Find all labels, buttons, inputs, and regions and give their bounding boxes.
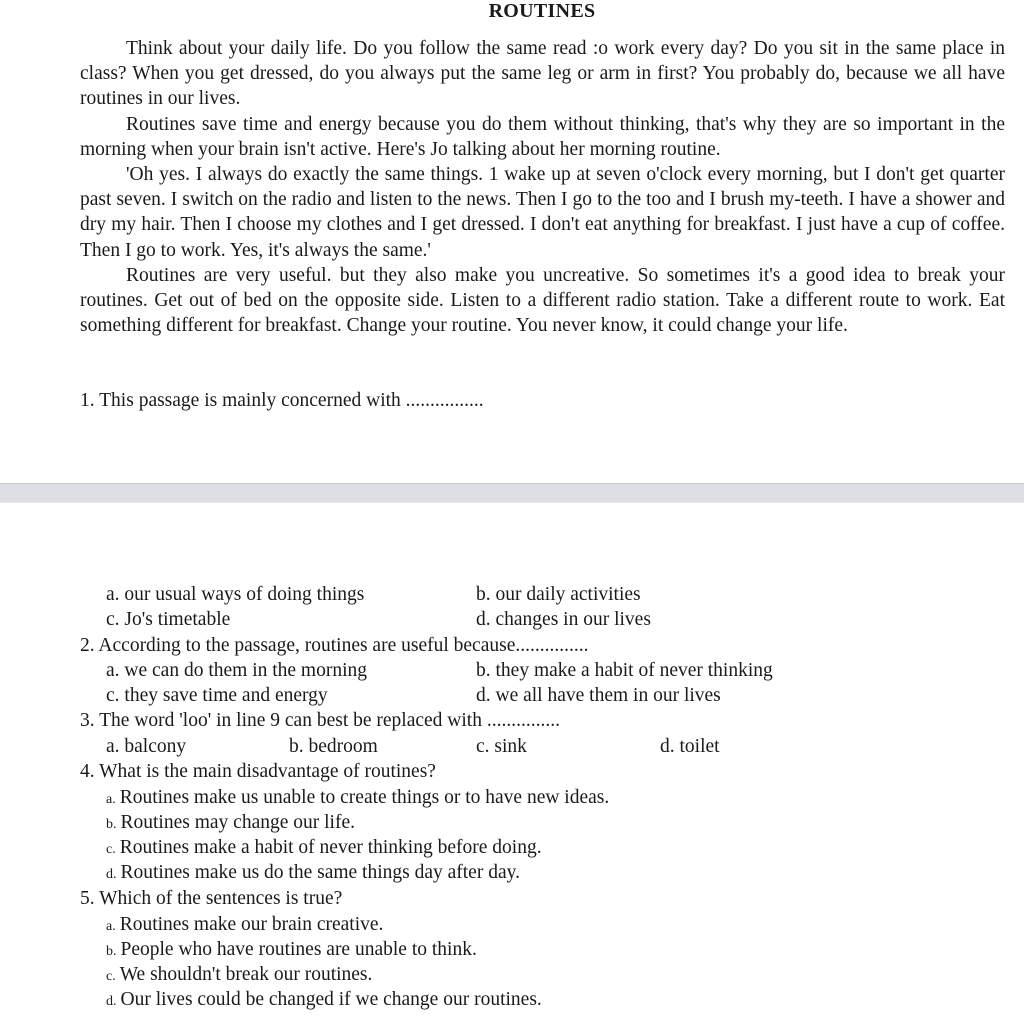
q5-option-d bbox=[106, 989, 542, 1011]
q3-option-a: a. balcony bbox=[106, 736, 187, 757]
q4-option-d bbox=[106, 862, 520, 884]
question-3-stem: 3. The word 'loo' in line 9 can best be replaced with ............... bbox=[80, 710, 560, 731]
option-text: People who have routines are unable to think. bbox=[120, 939, 477, 960]
passage-paragraph: Think about your daily life. Do you follow the same read :o work every day? Do you sit in the same place in class? When you get dressed, do you always put the same leg or arm in first? You probably do, because we all have routines in our lives. bbox=[80, 38, 1005, 110]
option-letter: d. bbox=[106, 867, 117, 882]
option-letter: a. bbox=[106, 919, 116, 934]
q1-option-a: a. our usual ways of doing things bbox=[106, 584, 365, 605]
q2-option-a: a. we can do them in the morning bbox=[106, 660, 368, 681]
q1-option-c: c. Jo's timetable bbox=[106, 609, 231, 630]
q5-option-c bbox=[106, 964, 372, 986]
q2-option-d: d. we all have them in our lives bbox=[476, 685, 721, 706]
q5-option-b bbox=[106, 939, 477, 961]
option-text: We shouldn't break our routines. bbox=[119, 964, 373, 985]
reading-passage bbox=[80, 36, 1005, 338]
option-text: Routines make us unable to create things or to have new ideas. bbox=[119, 787, 610, 808]
q3-option-d: d. toilet bbox=[660, 736, 720, 757]
option-text: Routines make us do the same things day after day. bbox=[120, 862, 520, 883]
passage-paragraph: Routines save time and energy because you do them without thinking, that's why they are so important in the morning when your brain isn't active. Here's Jo talking about her morning routine. bbox=[80, 113, 1005, 160]
q4-option-c bbox=[106, 837, 542, 859]
q2-option-c: c. they save time and energy bbox=[106, 685, 328, 706]
option-text: Our lives could be changed if we change our routines. bbox=[120, 989, 542, 1010]
option-text: Routines may change our life. bbox=[120, 812, 355, 833]
option-letter: b. bbox=[106, 944, 117, 959]
option-text: Routines make a habit of never thinking before doing. bbox=[119, 837, 542, 858]
option-letter: b. bbox=[106, 817, 117, 832]
q3-option-b: b. bedroom bbox=[289, 736, 378, 757]
passage-paragraph: 'Oh yes. I always do exactly the same things. 1 wake up at seven o'clock every morning, but I don't get quarter past seven. I switch on the radio and listen to the news. Then I go to the too and I brush my-teeth. I have a shower and dry my hair. Then I choose my clothes and I get dressed. I don't eat anything for breakfast. I just have a cup of coffee. Then I go to work. Yes, it's always the same.' bbox=[80, 164, 1005, 261]
option-letter: c. bbox=[106, 842, 116, 857]
passage-paragraph: Routines are very useful. but they also make you uncreative. So sometimes it's a good idea to break your routines. Get out of bed on the opposite side. Listen to a different radio station. Take a different route to work. Eat something different for breakfast. Change your routine. You never know, it could change your life. bbox=[80, 264, 1005, 337]
q4-option-a bbox=[106, 787, 609, 809]
q4-option-b bbox=[106, 812, 355, 834]
page-divider bbox=[0, 483, 1024, 503]
option-letter: a. bbox=[106, 792, 116, 807]
q3-option-c: c. sink bbox=[476, 736, 527, 757]
option-text: Routines make our brain creative. bbox=[119, 914, 384, 935]
option-letter: c. bbox=[106, 969, 116, 984]
question-5-stem: 5. Which of the sentences is true? bbox=[80, 888, 343, 909]
question-4-stem: 4. What is the main disadvantage of routines? bbox=[80, 761, 436, 782]
q1-option-d: d. changes in our lives bbox=[476, 609, 651, 630]
q2-option-b: b. they make a habit of never thinking bbox=[476, 660, 773, 681]
question-1-stem: 1. This passage is mainly concerned with ................ bbox=[80, 390, 484, 411]
option-letter: d. bbox=[106, 994, 117, 1009]
page-title: ROUTINES bbox=[488, 0, 596, 22]
question-2-stem: 2. According to the passage, routines are useful because............... bbox=[80, 635, 589, 656]
q1-option-b: b. our daily activities bbox=[476, 584, 641, 605]
q5-option-a bbox=[106, 914, 383, 936]
